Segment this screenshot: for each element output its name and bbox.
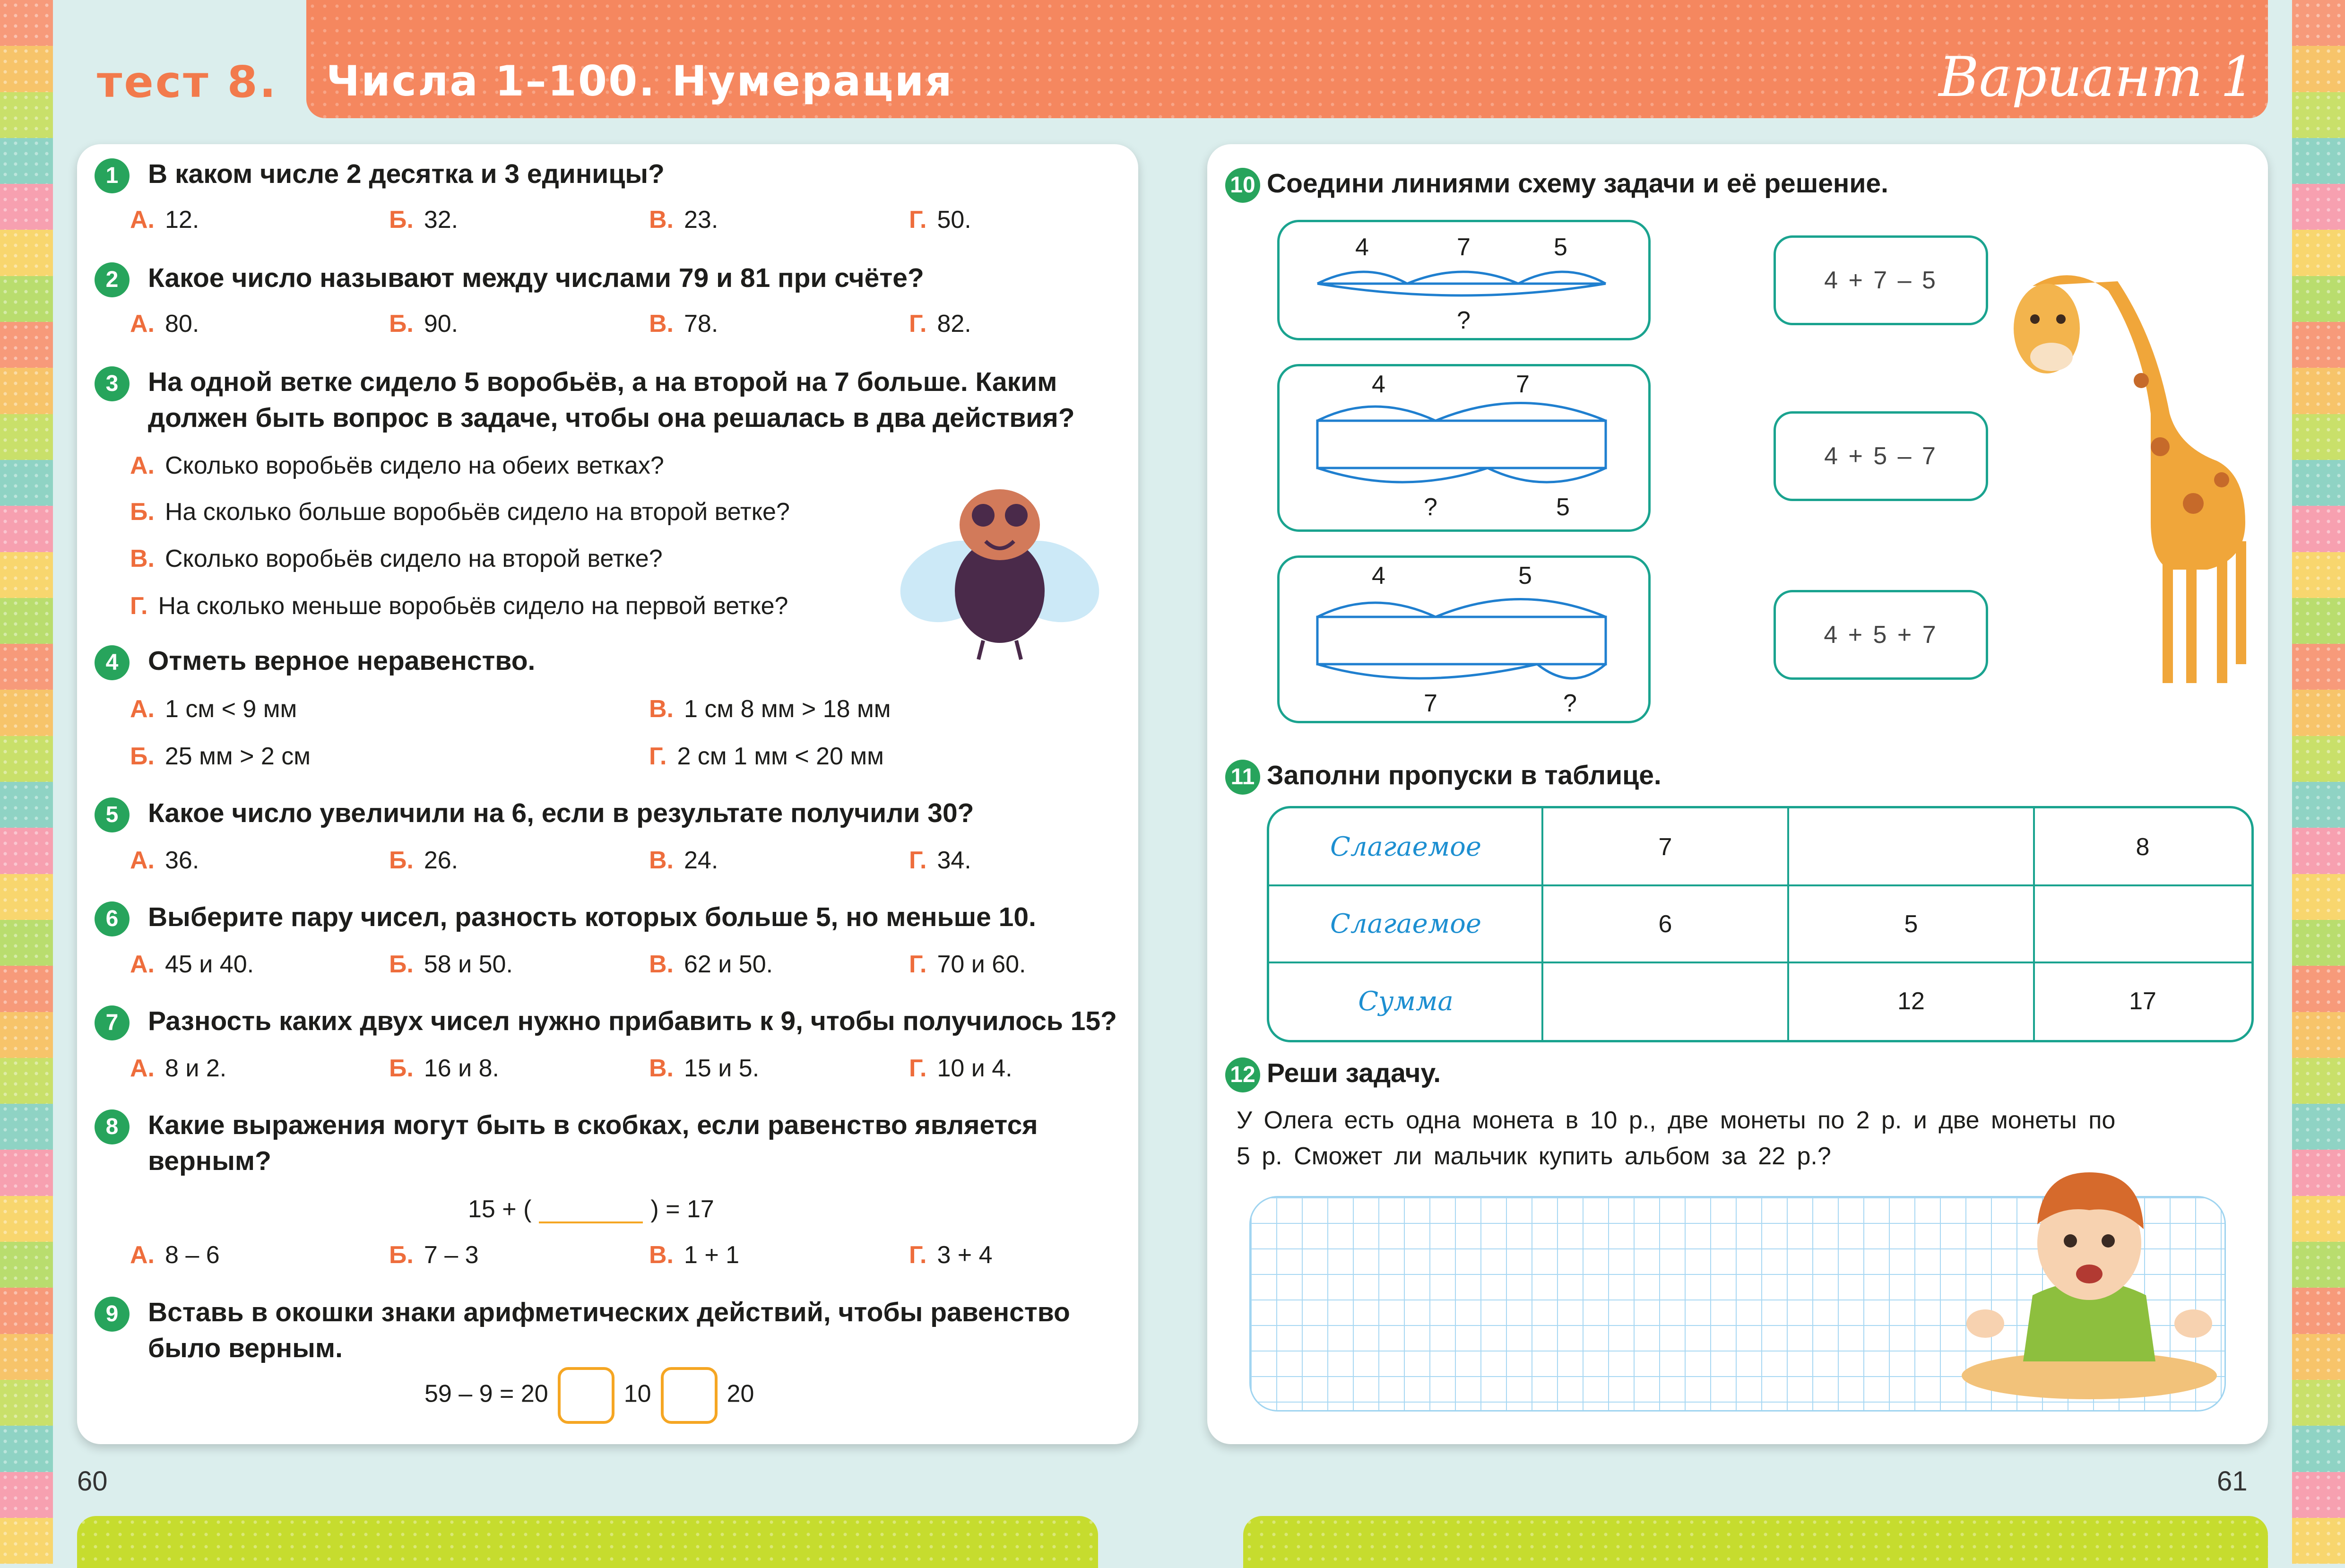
decorative-stripe [0,1518,53,1564]
task-scheme-2[interactable] [1277,364,1651,532]
q8-expression-left: 15 + ( [468,1195,532,1223]
decorative-stripe [2292,1334,2345,1380]
decorative-stripe [0,184,53,230]
option-letter: А. [130,452,155,479]
answer-option[interactable] [389,1241,478,1269]
option-letter: А. [130,951,155,978]
option-text: 26. [424,847,459,874]
fly-illustration [889,473,1116,662]
option-letter: Б. [130,498,155,526]
option-letter: Б. [389,206,414,234]
option-text: 15 и 5. [684,1055,760,1082]
decorative-stripe [0,1288,53,1334]
q9-expr-b: 10 [623,1380,651,1408]
question-number: 11 [1225,760,1260,795]
sign-input-box[interactable] [661,1367,718,1424]
table-cell[interactable]: 17 [2129,988,2156,1015]
decorative-stripe [2292,460,2345,506]
table-cell[interactable]: 8 [2136,833,2150,861]
table-row-header: Слагаемое [1330,909,1481,939]
table-cell[interactable]: 5 [1904,910,1918,938]
boy-illustration [1957,1153,2222,1399]
answer-option[interactable] [130,742,311,771]
option-text: 16 и 8. [424,1055,499,1082]
answer-option[interactable] [130,498,790,526]
scheme-1-drawing [1280,222,1648,338]
scheme-label: 4 [1355,234,1369,261]
table-cell[interactable]: 12 [1897,988,1925,1015]
option-text: 62 и 50. [684,951,773,978]
decorative-stripe [0,874,53,920]
decorative-stripe [0,1426,53,1472]
answer-option[interactable] [909,310,971,338]
option-letter: А. [130,206,155,234]
answer-option[interactable] [909,206,971,234]
option-text: 36. [165,847,199,874]
answer-option[interactable] [649,695,891,723]
decorative-stripe [2292,1426,2345,1472]
option-letter: Б. [389,1241,414,1269]
answer-option[interactable] [130,695,297,723]
option-letter: Б. [389,1055,414,1082]
decorative-stripe [0,782,53,828]
option-text: 8 – 6 [165,1241,220,1269]
option-text: 1 + 1 [684,1241,740,1269]
question-text-line2: верным? [148,1146,271,1176]
question-text: Выберите пару чисел, разность которых больше 5, но меньше 10. [148,902,1036,932]
decorative-stripe [2292,506,2345,552]
variant-label: Вариант 1 [1938,45,2255,109]
answer-option[interactable] [649,742,884,771]
decorative-stripe [0,1242,53,1288]
answer-option[interactable] [649,846,718,875]
decorative-stripe [0,1012,53,1058]
table-row-header: Сумма [1358,986,1454,1017]
question-number: 8 [95,1109,130,1144]
decorative-stripe [0,920,53,966]
decorative-stripe [0,644,53,690]
option-text: Сколько воробьёв сидело на второй ветке? [165,545,663,572]
table-row-header: Слагаемое [1330,832,1481,862]
decorative-stripe [2292,230,2345,276]
decorative-stripe [2292,276,2345,322]
answer-option[interactable] [130,451,664,480]
decorative-stripe [2292,782,2345,828]
decorative-stripe [0,138,53,184]
question-text-line2: было верным. [148,1333,343,1363]
question-text: Отметь верное неравенство. [148,646,536,676]
answer-option[interactable] [649,1054,759,1083]
option-text: На сколько больше воробьёв сидело на второй ветке? [164,498,790,526]
answer-option[interactable] [649,950,773,979]
option-text: 1 см 8 мм > 18 мм [684,695,891,723]
bottom-band-left [77,1516,1098,1568]
scheme-label: 7 [1457,234,1471,261]
decorative-stripe [0,92,53,138]
scheme-label: 7 [1424,690,1437,717]
answer-option[interactable] [130,545,663,573]
q8-expression [468,1195,714,1223]
scheme-label: 5 [1518,562,1532,589]
question-number: 6 [95,901,130,936]
answer-option[interactable] [649,1241,739,1269]
question-text: Разность каких двух чисел нужно прибавить к 9, чтобы получилось 15? [148,1006,1117,1036]
answer-option[interactable] [389,310,458,338]
option-text: 2 см 1 мм < 20 мм [677,743,884,770]
question-text-line1: Какие выражения могут быть в скобках, если равенство является [148,1110,1038,1140]
question-number: 9 [95,1297,130,1332]
page-number-left: 60 [77,1466,108,1497]
decorative-stripe [0,552,53,598]
scheme-label: 5 [1556,494,1570,521]
decorative-stripe [2292,138,2345,184]
problem-text-line2: 5 р. Сможет ли мальчик купить альбом за 22 р.? [1237,1143,1831,1170]
decorative-stripe [2292,92,2345,138]
option-letter: В. [649,310,674,338]
decorative-stripe [2292,920,2345,966]
decorative-stripe [0,736,53,782]
addition-table [1267,806,2254,1042]
option-letter: Г. [909,206,927,234]
option-letter: А. [130,1055,155,1082]
scheme-label: ? [1563,690,1577,717]
expression-box[interactable]: 4 + 7 – 5 [1774,235,1988,325]
sign-input-box[interactable] [558,1367,614,1424]
decorative-stripe [2292,46,2345,92]
option-text: 45 и 40. [165,951,254,978]
option-letter: В. [649,206,674,234]
decorative-stripe [0,322,53,368]
question-text: Заполни пропуски в таблице. [1267,760,1661,790]
scheme-label: 5 [1554,234,1567,261]
option-text: 70 и 60. [937,951,1026,978]
q9-expression [424,1367,754,1424]
option-text: 24. [684,847,718,874]
question-number: 4 [95,645,130,680]
option-letter: Б. [389,847,414,874]
answer-option[interactable] [909,846,971,875]
decorative-stripe [0,598,53,644]
decorative-stripe [2292,598,2345,644]
decorative-stripe [2292,690,2345,736]
option-text: 34. [937,847,971,874]
question-number: 12 [1225,1057,1260,1092]
question-text: Реши задачу. [1267,1058,1441,1088]
option-letter: Г. [909,1055,927,1082]
decorative-stripe [0,46,53,92]
left-decorative-stripes [0,0,53,1563]
decorative-stripe [0,1058,53,1104]
answer-option[interactable] [130,846,199,875]
scheme-label: 4 [1372,562,1385,589]
decorative-stripe [0,1380,53,1426]
decorative-stripe [0,1196,53,1242]
question-number: 7 [95,1005,130,1040]
expression-box[interactable]: 4 + 5 – 7 [1774,411,1988,501]
option-text: 80. [165,310,199,338]
decorative-stripe [0,414,53,460]
test-label: тест 8. [97,57,278,107]
bottom-band-right [1243,1516,2268,1568]
option-letter: Г. [649,743,667,770]
answer-option[interactable] [130,950,254,979]
decorative-stripe [0,506,53,552]
decorative-stripe [2292,1518,2345,1564]
decorative-stripe [2292,1104,2345,1150]
table-cell[interactable]: 7 [1658,833,1672,861]
answer-option[interactable] [389,950,513,979]
answer-option[interactable] [130,1241,220,1269]
table-cell[interactable] [1542,962,1788,1040]
question-number: 5 [95,797,130,832]
question-number: 10 [1225,168,1260,203]
question-text-line1: Вставь в окошки знаки арифметических действий, чтобы равенство [148,1297,1070,1327]
option-letter: Г. [130,592,148,620]
answer-option[interactable] [130,592,788,620]
decorative-stripe [2292,1472,2345,1518]
answer-option[interactable] [649,206,718,234]
decorative-stripe [2292,552,2345,598]
scheme-label: 4 [1372,371,1385,398]
option-text: 32. [424,206,459,234]
option-text: 90. [424,310,459,338]
option-letter: В. [649,951,674,978]
decorative-stripe [2292,1196,2345,1242]
option-letter: В. [649,1055,674,1082]
decorative-stripe [0,1334,53,1380]
option-letter: Б. [389,310,414,338]
q8-answer-blank[interactable] [539,1203,643,1223]
decorative-stripe [2292,644,2345,690]
option-letter: В. [649,695,674,723]
option-text: 23. [684,206,718,234]
question-text: Какое число увеличили на 6, если в результате получили 30? [148,798,974,828]
scheme-label: 7 [1516,371,1530,398]
decorative-stripe [2292,736,2345,782]
decorative-stripe [2292,1150,2345,1195]
answer-option[interactable] [130,310,199,338]
decorative-stripe [0,276,53,322]
table-cell[interactable] [2034,885,2251,962]
decorative-stripe [2292,414,2345,460]
option-letter: Б. [130,743,155,770]
scheme-3-drawing [1280,558,1648,721]
answer-option[interactable] [909,1054,1012,1083]
option-text: 78. [684,310,718,338]
test-title: Числа 1–100. Нумерация [326,57,953,105]
option-text: 50. [937,206,971,234]
decorative-stripe [0,1150,53,1195]
decorative-stripe [2292,322,2345,368]
decorative-stripe [0,368,53,414]
option-text: 8 и 2. [165,1055,227,1082]
answer-option[interactable] [909,1241,993,1269]
option-letter: Г. [909,310,927,338]
option-text: 12. [165,206,199,234]
decorative-stripe [2292,1288,2345,1334]
expression-box[interactable]: 4 + 5 + 7 [1774,590,1988,680]
answer-option[interactable] [389,1054,499,1083]
decorative-stripe [0,966,53,1012]
option-text: 25 мм > 2 см [164,743,311,770]
decorative-stripe [2292,1058,2345,1104]
decorative-stripe [2292,184,2345,230]
decorative-stripe [2292,1380,2345,1426]
right-decorative-stripes [2292,0,2345,1563]
option-letter: А. [130,847,155,874]
decorative-stripe [0,230,53,276]
decorative-stripe [2292,966,2345,1012]
scheme-2-drawing [1280,366,1648,529]
option-letter: Г. [909,847,927,874]
answer-option[interactable] [649,310,718,338]
q9-expr-c: 20 [727,1380,754,1408]
option-letter: В. [130,545,155,572]
decorative-stripe [2292,0,2345,46]
decorative-stripe [2292,368,2345,414]
answer-option[interactable] [909,950,1026,979]
answer-option[interactable] [130,206,199,234]
option-text: 58 и 50. [424,951,513,978]
option-text: На сколько меньше воробьёв сидело на первой ветке? [158,592,788,620]
option-letter: А. [130,1241,155,1269]
scheme-label: ? [1457,307,1471,334]
option-text: 3 + 4 [937,1241,993,1269]
question-number: 2 [95,262,130,297]
decorative-stripe [0,828,53,874]
problem-text-line1: У Олега есть одна монета в 10 р., две монеты по 2 р. и две монеты по [1237,1107,2116,1134]
option-letter: Г. [909,951,927,978]
decorative-stripe [2292,1012,2345,1058]
answer-option[interactable] [389,846,458,875]
option-letter: В. [649,1241,674,1269]
task-scheme-1[interactable] [1277,220,1651,340]
decorative-stripe [0,690,53,736]
decorative-stripe [0,1104,53,1150]
q8-expression-right: ) = 17 [650,1195,714,1223]
answer-option[interactable] [130,1054,226,1083]
table-cell[interactable]: 6 [1658,910,1672,938]
question-number: 3 [95,366,130,401]
table-cell[interactable] [1788,808,2034,885]
question-text-line2: должен быть вопрос в задаче, чтобы она решалась в два действия? [148,403,1075,433]
question-number: 1 [95,158,130,193]
option-text: Сколько воробьёв сидело на обеих ветках? [165,452,664,479]
page-number-right: 61 [2217,1466,2248,1497]
option-text: 7 – 3 [424,1241,479,1269]
option-text: 10 и 4. [937,1055,1012,1082]
decorative-stripe [2292,828,2345,874]
decorative-stripe [0,460,53,506]
question-text: В каком числе 2 десятка и 3 единицы? [148,159,665,189]
question-text: Какое число называют между числами 79 и 81 при счёте? [148,263,924,293]
decorative-stripe [2292,1242,2345,1288]
option-letter: В. [649,847,674,874]
option-text: 82. [937,310,971,338]
decorative-stripe [0,0,53,46]
option-letter: Г. [909,1241,927,1269]
giraffe-illustration [1999,258,2264,693]
scheme-label: ? [1424,494,1437,521]
answer-option[interactable] [389,206,458,234]
question-text-line1: На одной ветке сидело 5 воробьёв, а на второй на 7 больше. Каким [148,367,1057,397]
option-letter: А. [130,310,155,338]
question-text: Соедини линиями схему задачи и её решение. [1267,168,1888,199]
decorative-stripe [2292,874,2345,920]
option-letter: Б. [389,951,414,978]
decorative-stripe [0,1472,53,1518]
task-scheme-3[interactable] [1277,555,1651,723]
q9-expr-a: 59 – 9 = 20 [424,1380,548,1408]
option-text: 1 см < 9 мм [165,695,297,723]
option-letter: А. [130,695,155,723]
